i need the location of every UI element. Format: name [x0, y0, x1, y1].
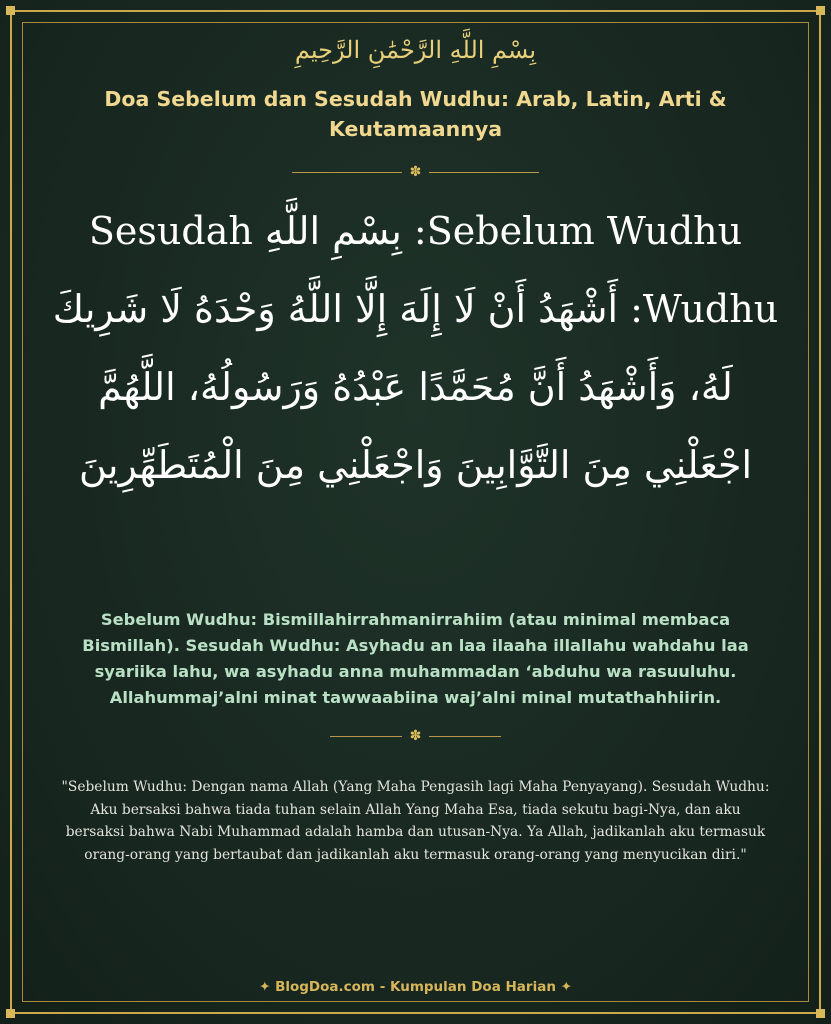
corner-ornament	[6, 6, 15, 15]
footer-credit: ✦ BlogDoa.com - Kumpulan Doa Harian ✦	[259, 979, 572, 995]
divider-line	[429, 172, 539, 173]
flower-icon: ✽	[409, 164, 422, 180]
translation-text: "Sebelum Wudhu: Dengan nama Allah (Yang Maha Pengasih lagi Maha Penyayang). Sesudah Wudhu: Aku bersaksi bahwa tiada tuhan selain Allah Yang Maha Esa, tiada sekutu bagi-Nya, dan aku bersaksi bahwa Nabi Muhammad adalah hamba dan utusan-Nya. Ya Allah, jadikanlah aku termasuk orang-orang yang bertaubat dan jadikanlah aku termasuk orang-orang yang menyucikan diri."	[61, 779, 770, 863]
divider-line	[429, 736, 501, 737]
page-title: Doa Sebelum dan Sesudah Wudhu: Arab, Latin, Arti & Keutamaannya	[104, 87, 727, 141]
flower-icon: ✽	[409, 728, 422, 744]
ornament-divider	[0, 728, 831, 744]
bismillah-heading: بِسْمِ اللَّهِ الرَّحْمَٰنِ الرَّحِيمِ	[294, 36, 537, 64]
latin-transliteration: Sebelum Wudhu: Bismillahirrahmanirrahiim (atau minimal membaca Bismillah). Sesudah Wudhu: Asyhadu an laa ilaaha illallahu wahdahu laa syariika lahu, wa asyhadu anna muhammadan ‘abduhu wa rasuuluhu. Allahummaj’alni minat tawwaabiina waj’alni minal mutathahhiirin.	[82, 610, 749, 707]
corner-ornament	[816, 1009, 825, 1018]
corner-ornament	[816, 6, 825, 15]
ornament-divider	[0, 164, 831, 180]
divider-line	[292, 172, 402, 173]
divider-line	[330, 736, 402, 737]
arabic-prayer-text: Sebelum Wudhu: بِسْمِ اللَّهِ Sesudah Wudhu: أَشْهَدُ أَنْ لَا إِلَهَ إِلَّا اللَّهُ وَحْدَهُ لَا شَرِيكَ لَهُ، وَأَشْهَدُ أَنَّ مُحَمَّدًا عَبْدُهُ وَرَسُولُهُ، اللَّهُمَّ اجْعَلْنِي مِنَ التَّوَّابِينَ وَاجْعَلْنِي مِنَ الْمُتَطَهِّرِينَ	[52, 209, 779, 487]
corner-ornament	[6, 1009, 15, 1018]
